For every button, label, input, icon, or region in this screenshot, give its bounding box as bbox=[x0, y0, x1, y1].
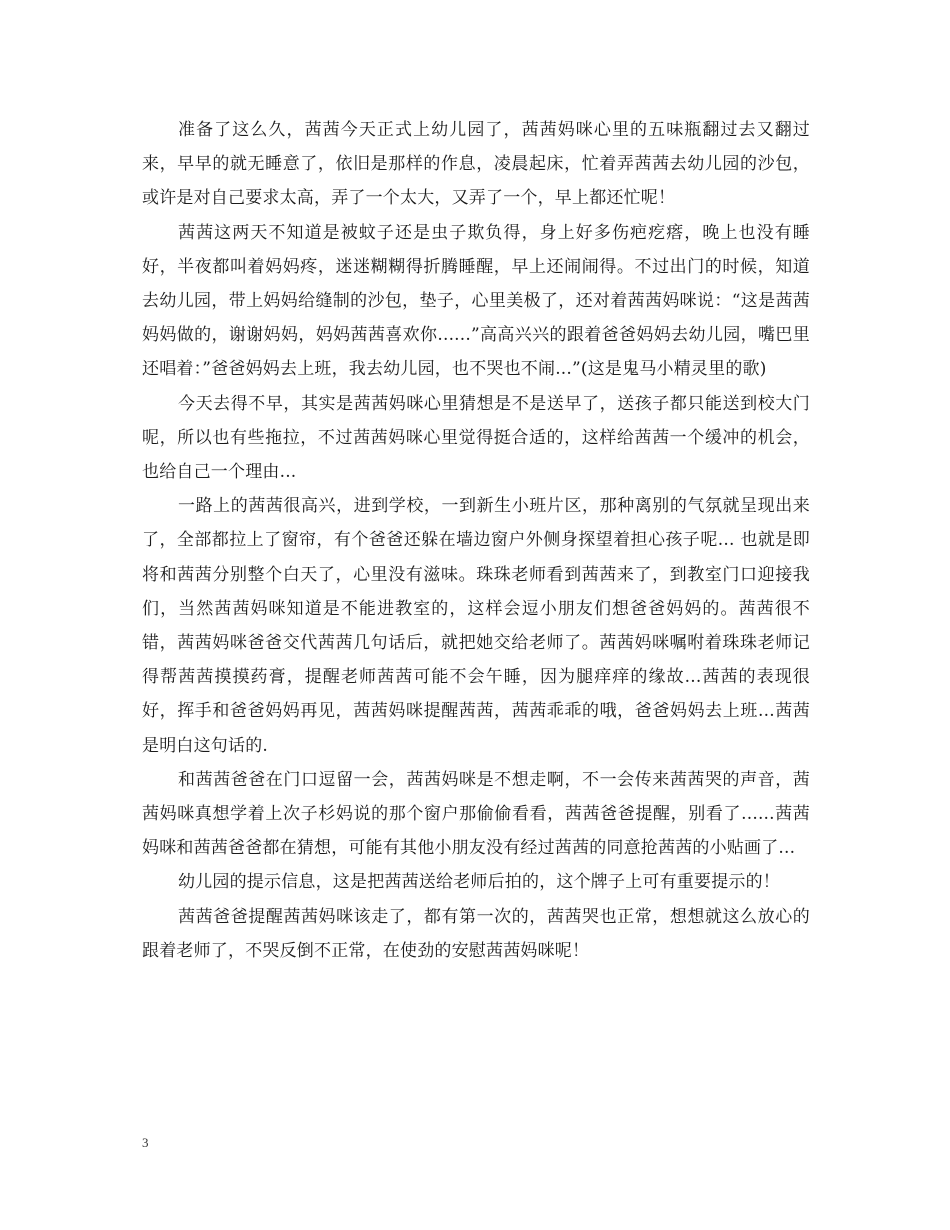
paragraph-1: 准备了这么久，茜茜今天正式上幼儿园了，茜茜妈咪心里的五味瓶翻过去又翻过来，早早的就无睡意了，依旧是那样的作息，凌晨起床，忙着弄茜茜去幼儿园的沙包，或许是对自己要求太高，弄了一个太大，又弄了一个，早上都还忙呢！ bbox=[142, 120, 810, 209]
paragraph-3: 今天去得不早，其实是茜茜妈咪心里猜想是不是送早了，送孩子都只能送到校大门呢，所以也有些拖拉，不过茜茜妈咪心里觉得挺合适的，这样给茜茜一个缓冲的机会，也给自己一个理由... bbox=[142, 393, 810, 483]
page-number: 3 bbox=[142, 1135, 149, 1150]
document-body bbox=[142, 113, 810, 968]
paragraph-6: 幼儿园的提示信息，这是把茜茜送给老师后拍的，这个牌子上可有重要提示的！ bbox=[178, 872, 780, 893]
paragraph-5: 和茜茜爸爸在门口逗留一会，茜茜妈咪是不想走啊，不一会传来茜茜哭的声音，茜茜妈咪真想学着上次子杉妈说的那个窗户那偷偷看看，茜茜爸爸提醒，别看了......茜茜妈咪和茜茜爸爸都在猜想，可能有其他小朋友没有经过茜茜的同意抢茜茜的小贴画了... bbox=[142, 769, 810, 859]
paragraph-2: 茜茜这两天不知道是被蚊子还是虫子欺负得，身上好多伤疤疙瘩，晚上也没有睡好，半夜都叫着妈妈疼，迷迷糊糊得折腾睡醒，早上还闹闹得。不过出门的时候，知道去幼儿园，带上妈妈给缝制的沙包，垫子，心里美极了，还对着茜茜妈咪说：“这是茜茜妈妈做的，谢谢妈妈，妈妈茜茜喜欢你......”高高兴兴的跟着爸爸妈妈去幼儿园，嘴巴里还唱着：”爸爸妈妈去上班，我去幼儿园，也不哭也不闹...”(这是鬼马小精灵里的歌) bbox=[142, 222, 810, 380]
paragraph-4: 一路上的茜茜很高兴，进到学校，一到新生小班片区，那种离别的气氛就呈现出来了，全部都拉上了窗帘，有个爸爸还躲在墙边窗户外侧身探望着担心孩子呢... 也就是即将和茜茜分别整个白天了，心里没有滋味。珠珠老师看到茜茜来了，到教室门口迎接我们，当然茜茜妈咪知道是不能进教室的，这样会逗小朋友们想爸爸妈妈的。茜茜很不错，茜茜妈咪爸爸交代茜茜几句话后，就把她交给老师了。茜茜妈咪嘱咐着珠珠老师记得帮茜茜摸摸药膏，提醒老师茜茜可能不会午睡，因为腿痒痒的缘故...茜茜的表现很好，挥手和爸爸妈妈再见，茜茜妈咪提醒茜茜，茜茜乖乖的哦，爸爸妈妈去上班...茜茜是明白这句话的. bbox=[142, 496, 810, 756]
paragraph-7: 茜茜爸爸提醒茜茜妈咪该走了，都有第一次的，茜茜哭也正常，想想就这么放心的跟着老师了，不哭反倒不正常，在使劲的安慰茜茜妈咪呢！ bbox=[142, 906, 810, 961]
